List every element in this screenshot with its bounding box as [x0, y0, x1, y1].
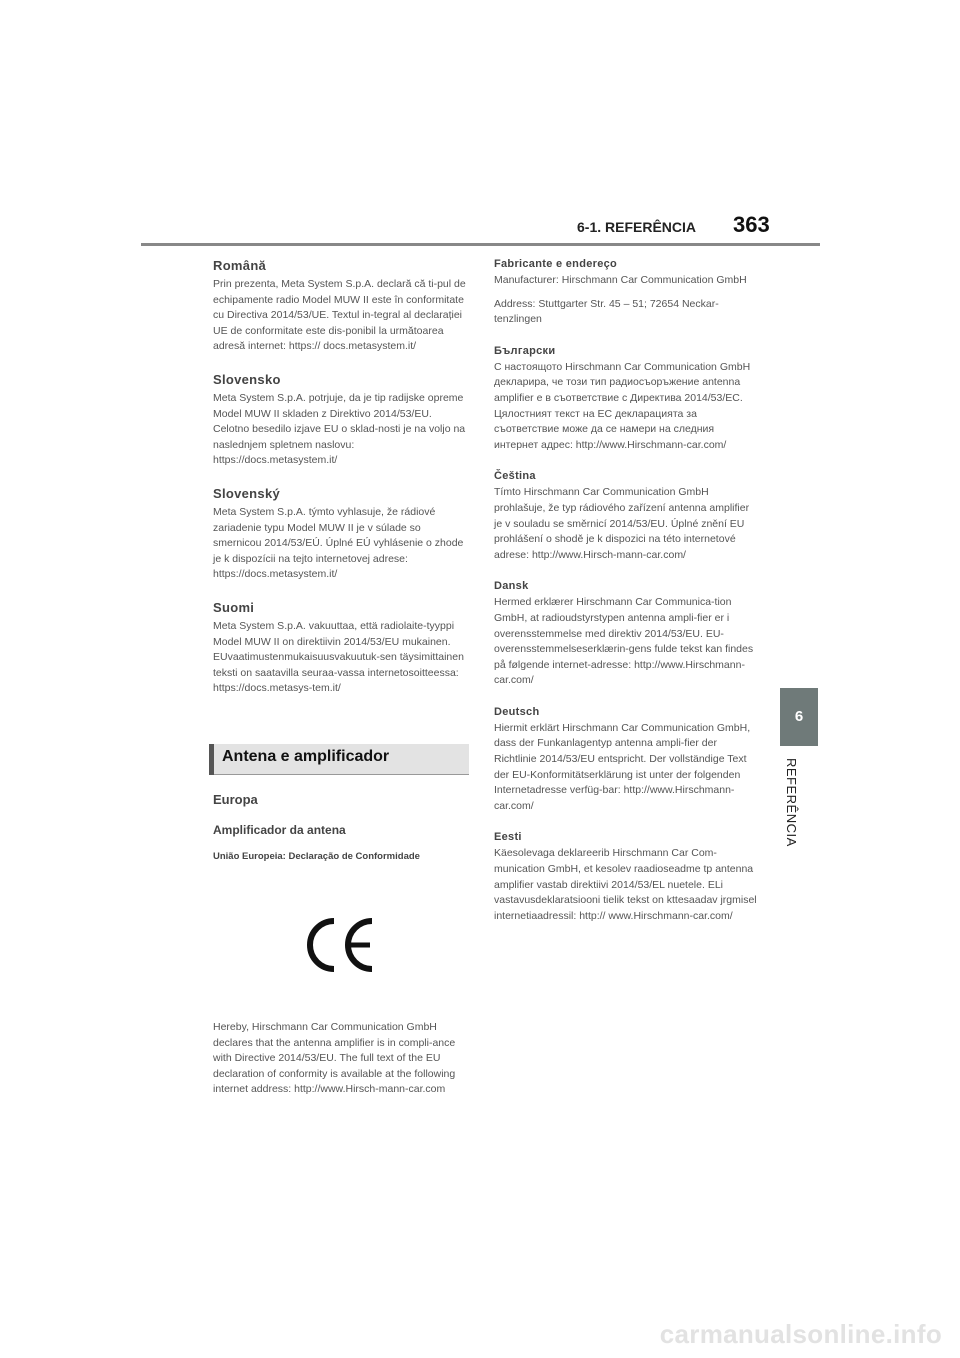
- declaration-romana: [213, 258, 469, 355]
- header-divider: [141, 243, 820, 246]
- ce-mark-icon: [300, 917, 380, 973]
- left-column: [213, 258, 469, 714]
- declaration-text: Meta System S.p.A. vakuuttaa, että radiolaite-tyyppi Model MUW II on direktiivin 2014/53/EU mukainen. EUvaatimustenmukaisuusvakuutuk-sen täysimittainen teksti on saatavilla seuraa-vassa internetosoitteessa: https://docs.metasys-tem.it/: [213, 619, 464, 695]
- declaration-heading: Suomi: [213, 599, 255, 615]
- declaration-dansk: [494, 580, 758, 689]
- subsection-heading: Amplificador da antena: [213, 823, 346, 837]
- declaration-bulgarian: [494, 345, 758, 454]
- section-title: 6-1. REFERÊNCIA: [577, 219, 697, 235]
- declaration-heading: Dansk: [494, 580, 529, 593]
- site-watermark: carmanualsonline.info: [659, 1319, 942, 1349]
- address-text: Address: Stuttgarter Str. 45 – 51; 72654 Neckar-tenzlingen: [494, 297, 719, 326]
- declaration-title: União Europeia: Declaração de Conformidade: [213, 851, 420, 862]
- declaration-heading: Eesti: [494, 831, 522, 844]
- banner-title: Antena e amplificador: [222, 748, 390, 765]
- declaration-slovensky: [213, 486, 469, 583]
- declaration-text: Tímto Hirschmann Car Communication GmbH prohlašuje, že typ rádiového zařízení antenna amplifier je v souladu se směrnicí 2014/53/EU. Úplné znění EU prohlášení o shodě je k dispozici na této internetové adrese: http://www.Hirsch-mann-car.com/: [494, 486, 750, 561]
- declaration-heading: Čeština: [494, 470, 536, 483]
- declaration-text: Hereby, Hirschmann Car Communication GmbH declares that the antenna amplifier is in compli-ance with Directive 2014/53/EU. The full text of the EU declaration of conformity is available at the following internet address: http://www.Hirsch-mann-car.com: [213, 1021, 456, 1096]
- antenna-section: [213, 792, 469, 862]
- manufacturer-block: [494, 258, 758, 328]
- section-banner: [209, 744, 469, 775]
- declaration-text: Hiermit erklärt Hirschmann Car Communication GmbH, dass der Funkanlagentyp antenna ampli-fier der Richtlinie 2014/53/EU entspricht. Der vollständige Text der EU-Konformitätserklärung ist unter der folgenden Internetadresse verfüg-bar: http://www.Hirschmann-car.com/: [494, 721, 751, 812]
- banner-accent-bar: [209, 744, 214, 775]
- section-heading: Fabricante e endereço: [494, 258, 618, 270]
- declaration-heading: Slovensko: [213, 371, 281, 387]
- chapter-label-text: REFERÊNCIA: [784, 758, 799, 847]
- declaration-cestina: [494, 470, 758, 563]
- declaration-slovensko: [213, 372, 469, 469]
- declaration-text: Meta System S.p.A. týmto vyhlasuje, že rádiové zariadenie typu Model MUW II je v súlade so smernicou 2014/53/EÚ. Úplné EÚ vyhlásenie o zhode je k dispozícii na tejto internetovej adrese: https://docs.metasystem.it/: [213, 505, 464, 581]
- right-column: [494, 258, 758, 941]
- manufacturer-text: Manufacturer: Hirschmann Car Communication GmbH: [494, 274, 747, 286]
- declaration-suomi: [213, 600, 469, 697]
- declaration-text: Meta System S.p.A. potrjuje, da je tip radijske opreme Model MUW II skladen z Direktivo 2014/53/EU. Celotno besedilo izjave EU o sklad-nosti je na voljo na naslednjem spletnem naslovu: https://docs.metasystem.it/: [213, 391, 466, 467]
- declaration-heading: Български: [494, 344, 556, 357]
- declaration-eesti: [494, 831, 758, 924]
- declaration-deutsch: [494, 706, 758, 815]
- declaration-text: Hermed erklærer Hirschmann Car Communica-tion GmbH, at radioudstyrstypen antenna ampli-fier er i overensstemmelse med direktiv 2014/53/EU. EU-overensstemmelseserklærin-gens fulde tekst kan findes på følgende internet-adresse: http://www.Hirschmann-car.com/: [494, 596, 754, 687]
- chapter-number: 6: [794, 708, 804, 725]
- declaration-heading: Deutsch: [494, 705, 540, 718]
- declaration-text: С настоящото Hirschmann Car Communication GmbH декларира, че този тип радиосъоръжение antenna amplifier е в съответствие с Директива 2014/53/ЕС. Цялостният текст на ЕС декларацията за съответствие може да се намери на следния интернет адрес: http://www.Hirschmann-car.com/: [494, 360, 751, 451]
- declaration-text: Prin prezenta, Meta System S.p.A. declară că ti-pul de echipamente radio Model MUW II este în conformitate cu Directiva 2014/53/UE. Textul in-tegral al declarației UE de conformitate este dis-ponibil la următoarea adresă internet: https:// docs.metasystem.it/: [213, 278, 466, 353]
- page-number: 363: [733, 212, 770, 237]
- region-heading: Europa: [213, 792, 258, 807]
- chapter-tab[interactable]: [780, 688, 818, 746]
- chapter-side-label: [785, 758, 813, 868]
- declaration-heading: Română: [213, 258, 267, 273]
- antenna-declaration: [213, 1020, 469, 1115]
- declaration-heading: Slovenský: [213, 485, 281, 501]
- declaration-text: Käesolevaga deklareerib Hirschmann Car Com-munication GmbH, et kesolev raadioseadme tp antenna amplifier vastab direktiivi 2014/53/EL nuetele. ELi vastavusdeklaratsiooni tielik tekst on kttesaadav jrgmisel internetiaadressil: http:// www.Hirschmann-car.com/: [494, 847, 757, 922]
